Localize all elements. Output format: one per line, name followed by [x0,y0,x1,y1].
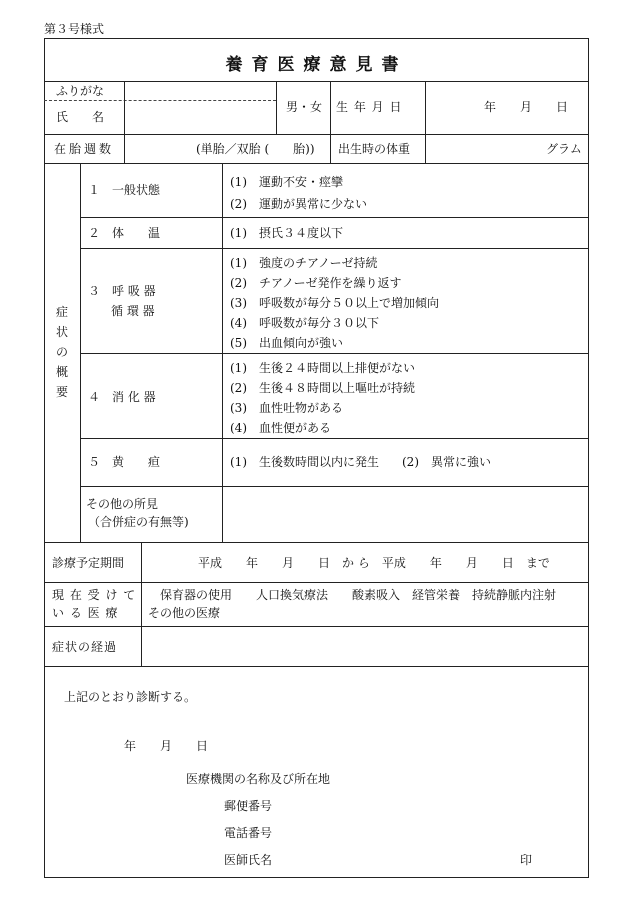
divider [276,81,277,134]
furigana-label: ふりがな [56,84,105,98]
checkbox-item[interactable]: (4) 血性便がある [230,421,331,435]
symptom-circulatory-label: 循 環 器 [111,304,155,318]
checkbox-item[interactable]: (1) 生後２４時間以上排便がない [230,361,415,375]
gestation-field[interactable]: (単胎／双胎 ( 胎)) [196,142,315,156]
divider [80,486,588,487]
name-field[interactable] [126,102,274,133]
symptom-jaundice-label: ５ 黄 疸 [88,455,161,469]
current-treatment-options[interactable]: 保育器の使用 人口換気療法 酸素吸入 経管栄養 持続静脈内注射 [160,588,557,602]
page-title: 養育医療意見書 [225,55,408,75]
sign-date-field[interactable]: 年 月 日 [124,739,209,753]
checkbox-item[interactable]: (4) 呼吸数が毎分３０以下 [230,316,379,330]
symptom-digestive-label: ４ 消 化 器 [88,390,156,404]
doctor-name-label: 医師氏名 [224,853,273,867]
checkbox-item[interactable]: (5) 出血傾向が強い [230,336,343,350]
furigana-divider [44,100,276,101]
phone-label: 電話番号 [224,826,273,840]
other-findings-label: その他の所見 [86,497,159,511]
name-label: 氏 名 [56,110,105,124]
sex-select[interactable]: 男・女 [286,100,323,114]
symptom-respiratory-label: ３ 呼 吸 器 [88,284,156,298]
divider [44,666,588,667]
progress-field[interactable] [143,628,586,664]
checkbox-item[interactable]: (3) 呼吸数が毎分５０以上で増加傾向 [230,296,439,310]
checkbox-item[interactable]: (2) 運動が異常に少ない [230,197,367,211]
current-treatment-label: 現 在 受 け て [52,588,137,602]
divider [80,217,588,218]
treatment-period-label: 診療予定期間 [52,556,125,570]
birth-weight-unit: グラム [546,142,582,156]
treatment-period-field[interactable]: 平成 年 月 日 か ら 平成 年 月 日 まで [198,556,550,570]
gestation-label: 在胎週数 [54,142,115,156]
divider [44,134,588,135]
divider [330,81,331,163]
divider [80,163,81,542]
divider [80,248,588,249]
divider [80,353,588,354]
form-number: 第３号様式 [44,22,105,36]
birth-weight-label: 出生時の体重 [338,142,411,156]
checkbox-item[interactable]: (2) 生後４８時間以上嘔吐が持続 [230,381,415,395]
checkbox-item[interactable]: (2) チアノーゼ発作を繰り返す [230,276,402,290]
checkbox-item[interactable]: (1) 生後数時間以内に発生 [230,455,379,469]
diagnosis-statement: 上記のとおり診断する。 [64,690,197,704]
checkbox-item[interactable]: (3) 血性吐物がある [230,401,343,415]
institution-label: 医療機関の名称及び所在地 [186,772,331,786]
divider [141,542,142,666]
divider [44,582,588,583]
progress-label: 症状の経過 [52,640,118,654]
current-treatment-other[interactable]: その他の医療 [148,606,221,620]
divider [44,542,588,543]
symptom-general-label: １ 一般状態 [88,183,161,197]
divider [44,81,588,82]
divider [44,163,588,164]
divider [124,81,125,163]
symptom-section-label: 症状の概要 [55,305,68,399]
divider [44,626,588,627]
divider [425,81,426,163]
seal-mark: 印 [520,853,533,867]
checkbox-item[interactable]: (1) 強度のチアノーゼ持続 [230,256,378,270]
other-findings-field[interactable] [224,488,586,540]
current-treatment-sublabel: い る 医 療 [52,606,119,620]
checkbox-item[interactable]: (1) 摂氏３４度以下 [230,226,343,240]
divider [222,163,223,542]
furigana-field[interactable] [126,83,274,99]
symptom-temperature-label: ２ 体 温 [88,226,161,240]
birthdate-field[interactable]: 年 月 日 [484,100,569,114]
birthdate-label: 生 年 月 日 [336,100,403,114]
divider [80,438,588,439]
other-findings-sublabel: （合併症の有無等) [88,515,189,529]
checkbox-item[interactable]: (1) 運動不安・痙攣 [230,175,343,189]
checkbox-item[interactable]: (2) 異常に強い [402,455,491,469]
postal-code-label: 郵便番号 [224,799,273,813]
